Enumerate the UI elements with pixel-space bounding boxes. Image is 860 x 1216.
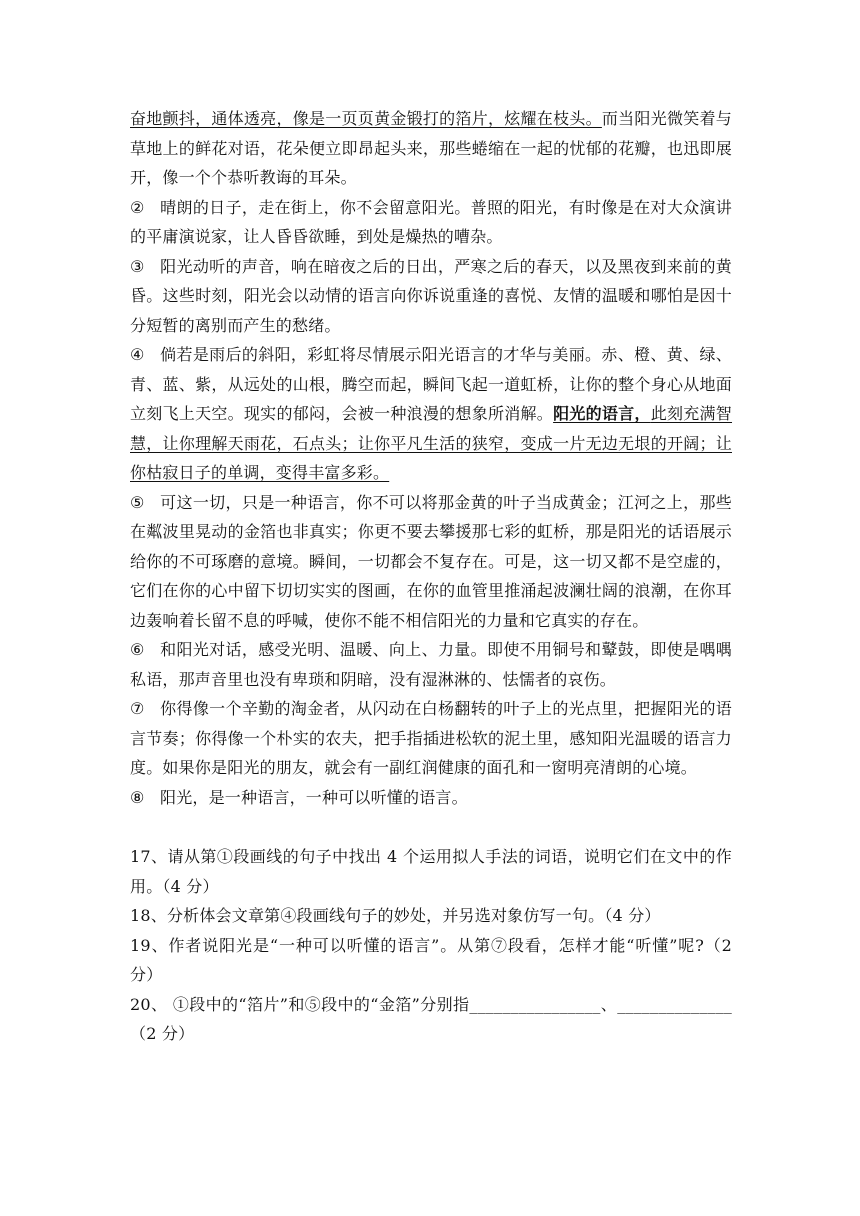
paragraph-text: 晴朗的日子，走在街上，你不会留意阳光。普照的阳光，有时像是在对大众演讲的平庸演说家，让人昏昏欲睡，到处是燥热的嘈杂。 xyxy=(130,197,732,246)
paragraph-number: ⑥ xyxy=(130,640,145,659)
question-19: 19、作者说阳光是“一种可以听懂的语言”。从第⑦段看，怎样才能“听懂”呢?（2 分） xyxy=(130,935,732,984)
paragraph-text: 阳光动听的声音，响在暗夜之后的日出，严寒之后的春天，以及黑夜到来前的黄昏。这些时刻，阳光会以动情的语言向你诉说重逢的喜悦、友情的温暖和哪怕是因十分短暂的离别而产生的愁绪。 xyxy=(130,256,732,335)
paragraph-number: ⑦ xyxy=(130,699,145,718)
paragraph-text: 你得像一个辛勤的淘金者，从闪动在白杨翻转的叶子上的光点里，把握阳光的语言节奏；你得像一个朴实的农夫，把手指插进松软的泥土里，感知阳光温暖的语言力度。如果你是阳光的朋友，就会有一副红润健康的面孔和一窗明亮清朗的心境。 xyxy=(130,699,732,777)
paragraph-3 xyxy=(130,252,732,341)
paragraph-number: ⑤ xyxy=(130,492,145,512)
paragraph-text: 阳光，是一种语言，一种可以听懂的语言。 xyxy=(160,787,468,807)
paragraph-2 xyxy=(130,193,732,252)
underlined-sentence-4: 此刻充满智慧，让你理解天雨花，石点头；让你平凡生活的狭窄，变成一片无边无垠的开阔；让你枯寂日子的单调，变得丰富多彩。 xyxy=(130,404,733,482)
paragraph-1-rest: 而当阳光微笑着与草地上的鲜花对语，花朵便立即昂起头来，那些蜷缩在一起的忧郁的花瓣，也迅即展开，像一个个恭听教诲的耳朵。 xyxy=(130,109,732,187)
paragraph-number: ③ xyxy=(130,256,145,276)
paragraph-text: 可这一切，只是一种语言，你不可以将那金黄的叶子当成黄金；江河之上，那些在粼波里晃动的金箔也非真实；你更不要去攀援那七彩的虹桥，那是阳光的话语展示给你的不可琢磨的意境。瞬间，一切都会不复存在。可是，这一切又都不是空虚的，它们在你的心中留下切切实实的图画，在你的血管里推涌起波澜壮阔的浪潮，在你耳边轰响着长留不息的呼喊，使你不能不相信阳光的力量和它真实的存在。 xyxy=(130,492,732,630)
question-20: 20、 ①段中的“箔片”和⑤段中的“金箔”分别指________________、______________（2 分） xyxy=(130,994,732,1043)
paragraph-5 xyxy=(130,488,732,636)
paragraph-7 xyxy=(130,694,732,783)
paragraph-8 xyxy=(130,783,732,813)
paragraph-number: ② xyxy=(130,197,145,217)
paragraph-1-continuation xyxy=(130,104,732,193)
passage-and-questions xyxy=(130,104,732,1049)
paragraph-number: ⑧ xyxy=(130,787,145,807)
paragraph-6 xyxy=(130,635,732,694)
paragraph-text: 倘若是雨后的斜阳，彩虹将尽情展示阳光语言的才华与美丽。赤、橙、黄、绿、青、蓝、紫，从远处的山根，腾空而起，瞬间飞起一道虹桥，让你的整个身心从地面立刻飞上天空。现实的郁闷，会被一种浪漫的想象所消解。 xyxy=(130,345,732,423)
underlined-bold-phrase: 阳光的语言， xyxy=(553,404,651,423)
paragraph-4 xyxy=(130,340,732,488)
paragraph-number: ④ xyxy=(130,345,145,364)
underlined-sentence-1: 奋地颤抖，通体透亮，像是一页页黄金锻打的箔片，炫耀在枝头。 xyxy=(130,109,602,128)
section-gap xyxy=(130,812,732,842)
question-18: 18、分析体会文章第④段画线句子的妙处，并另选对象仿写一句。（4 分） xyxy=(130,906,661,925)
paragraph-text: 和阳光对话，感受光明、温暖、向上、力量。即使不用铜号和鼙鼓，即使是喁喁私语，那声音里也没有卑琐和阴暗，没有湿淋淋的、怯懦者的哀伤。 xyxy=(130,640,732,689)
question-17: 17、请从第①段画线的句子中找出 4 个运用拟人手法的词语，说明它们在文中的作用。（4 分） xyxy=(130,847,732,896)
